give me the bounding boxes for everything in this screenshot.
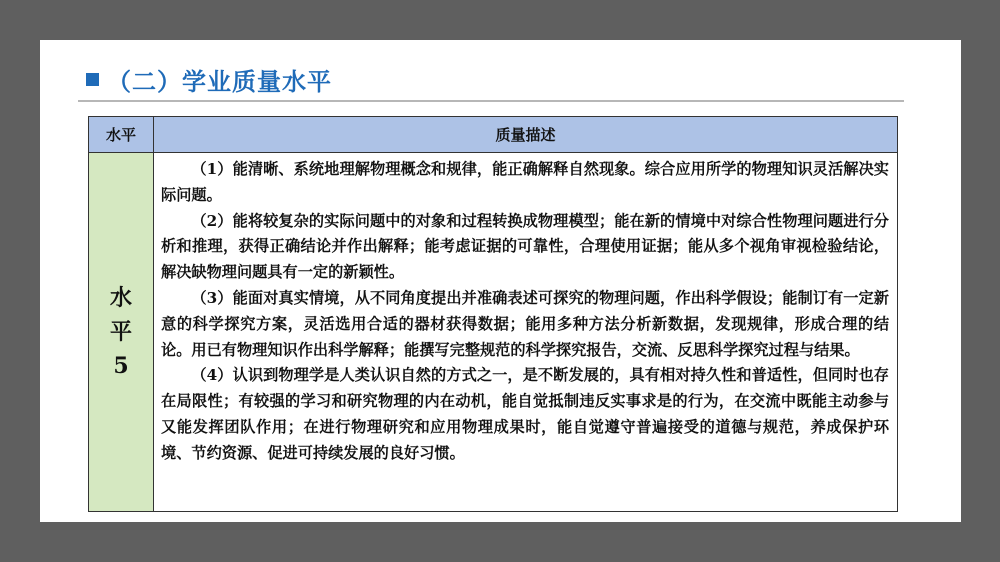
description-paragraph: （3）能面对真实情境，从不同角度提出并准确表述可探究的物理问题，作出科学假设；能制订有一定新意的科学探究方案，灵活选用合适的器材获得数据；能用多种方法分析新数据，发现规律，形成合理的结论。用已有物理知识作出科学解释；能撰写完整规范的科学探究报告，交流、反思科学探究过程与结果。 — [161, 288, 889, 359]
level-number: 5 — [113, 353, 129, 379]
section-heading — [86, 62, 332, 97]
level-char: 平 — [109, 319, 132, 345]
square-bullet-icon — [86, 73, 99, 86]
header-description: 质量描述 — [495, 126, 556, 144]
table-header-row — [89, 117, 897, 153]
description-paragraph: （2）能将较复杂的实际问题中的对象和过程转换成物理模型；能在新的情境中对综合性物理问题进行分析和推理，获得正确结论并作出解释；能考虑证据的可靠性，合理使用证据；能从多个视角审视检验结论，解决缺物理问题具有一定的新颖性。 — [161, 211, 889, 282]
description-paragraph: （1）能清晰、系统地理解物理概念和规律，能正确解释自然现象。综合应用所学的物理知识灵活解决实际问题。 — [161, 160, 889, 204]
section-title: （二）学业质量水平 — [107, 68, 332, 96]
level-cell — [89, 153, 154, 511]
slide — [40, 40, 961, 522]
description-paragraph: （4）认识到物理学是人类认识自然的方式之一，是不断发展的，具有相对持久性和普适性，但同时也存在局限性；有较强的学习和研究物理的内在动机，能自觉抵制违反实事求是的行为，在交流中既能主动参与又能发挥团队作用；在进行物理研究和应用物理成果时，能自觉遵守普遍接受的道德与规范，养成保护环境、节约资源、促进可持续发展的良好习惯。 — [161, 366, 889, 462]
title-divider — [78, 100, 904, 102]
description-cell — [161, 157, 889, 509]
header-level: 水平 — [89, 117, 154, 152]
level-char: 水 — [109, 285, 132, 311]
quality-level-table — [88, 116, 898, 512]
